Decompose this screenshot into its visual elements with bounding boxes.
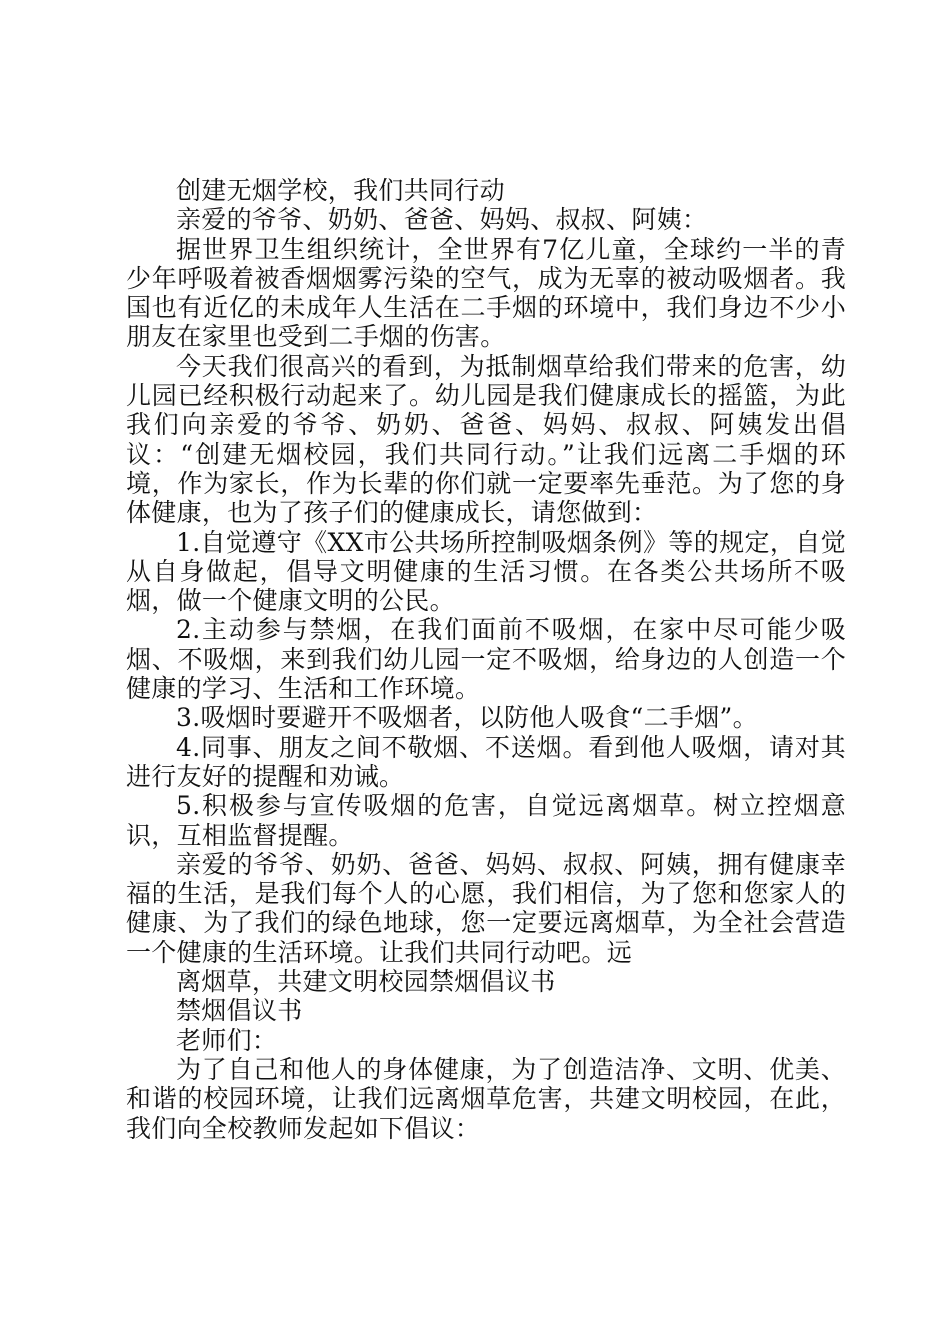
salutation: 亲爱的爷爷、奶奶、爸爸、妈妈、叔叔、阿姨： — [176, 205, 708, 235]
list-item: 2.主动参与禁烟，在我们面前不吸烟，在家中尽可能少吸烟、不吸烟，来到我们幼儿园一定不吸烟，给身边的人创造一个健康的学习、生活和工作环境。 — [126, 615, 846, 704]
list-item: 1.自觉遵守《XX市公共场所控制吸烟条例》等的规定，自觉从自身做起，倡导文明健康的生活习惯。在各类公共场所不吸烟，做一个健康文明的公民。 — [126, 527, 846, 616]
paragraph: 今天我们很高兴的看到，为抵制烟草给我们带来的危害，幼儿园已经积极行动起来了。幼儿园是我们健康成长的摇篮，为此我们向亲爱的爷爷、奶奶、爸爸、妈妈、叔叔、阿姨发出倡议：“创建无烟校园，我们共同行动。”让我们远离二手烟的环境，作为家长，作为长辈的你们就一定要率先垂范。为了您的身体健康，也为了孩子们的健康成长，请您做到： — [126, 351, 846, 528]
document-title: 创建无烟学校，我们共同行动 — [176, 176, 505, 205]
list-item: 5.积极参与宣传吸烟的危害，自觉远离烟草。树立控烟意识，互相监督提醒。 — [126, 791, 846, 850]
salutation: 老师们： — [176, 1025, 278, 1055]
list-item: 3.吸烟时要避开不吸烟者，以防他人吸食“二手烟”。 — [176, 703, 758, 733]
paragraph: 据世界卫生组织统计，全世界有7亿儿童，全球约一半的青少年呼吸着被香烟烟雾污染的空气，成为无辜的被动吸烟者。我国也有近亿的未成年人生活在二手烟的环境中，我们身边不少小朋友在家里也受到二手烟的伤害。 — [126, 234, 846, 352]
paragraph: 亲爱的爷爷、奶奶、爸爸、妈妈、叔叔、阿姨，拥有健康幸福的生活，是我们每个人的心愿，我们相信，为了您和您家人的健康、为了我们的绿色地球，您一定要远离烟草，为全社会营造一个健康的生活环境。让我们共同行动吧。远 — [126, 849, 846, 967]
section-heading: 禁烟倡议书 — [176, 996, 303, 1026]
list-item: 4.同事、朋友之间不敬烟、不送烟。看到他人吸烟，请对其进行友好的提醒和劝诫。 — [126, 732, 846, 791]
document-body — [126, 176, 846, 1143]
section-title: 离烟草，共建文明校园禁烟倡议书 — [176, 967, 556, 997]
paragraph: 为了自己和他人的身体健康，为了创造洁净、文明、优美、和谐的校园环境，让我们远离烟草危害，共建文明校园，在此，我们向全校教师发起如下倡议： — [126, 1054, 846, 1143]
